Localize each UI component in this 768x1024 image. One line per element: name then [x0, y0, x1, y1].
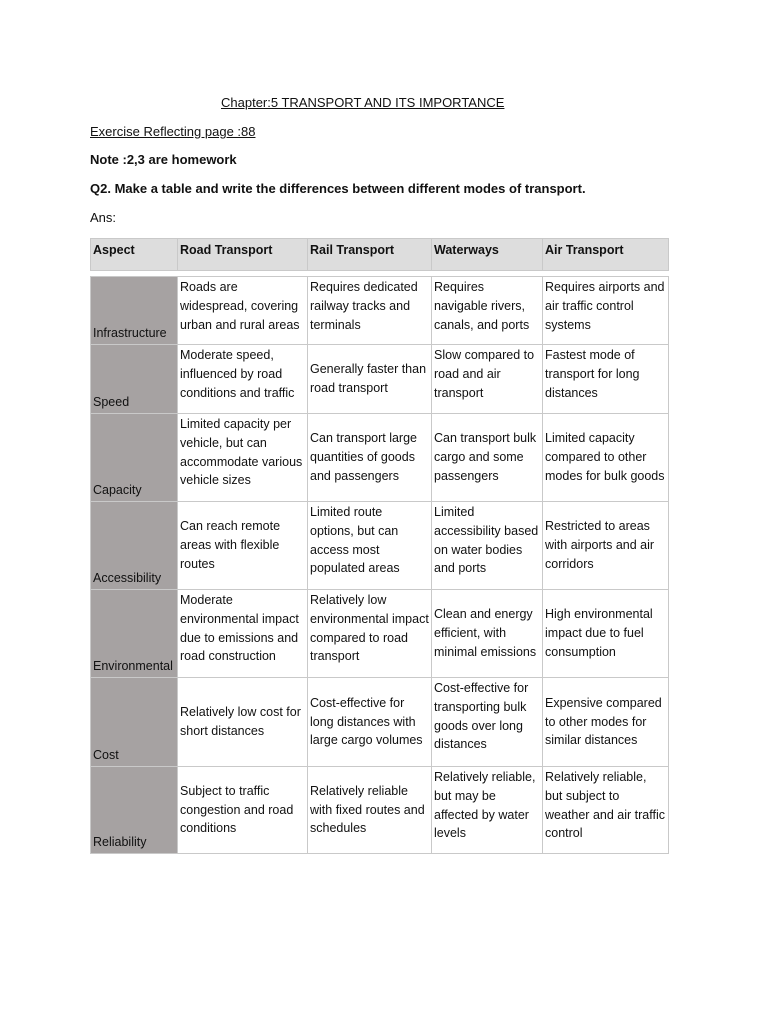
table-cell: Subject to traffic congestion and road conditions — [178, 767, 308, 854]
aspect-cell: Reliability — [91, 767, 178, 854]
table-cell: Requires airports and air traffic control systems — [543, 277, 669, 345]
aspect-cell: Speed — [91, 345, 178, 414]
table-cell: Restricted to areas with airports and air corridors — [543, 502, 669, 590]
table-cell: Limited capacity per vehicle, but can accommodate various vehicle sizes — [178, 414, 308, 502]
table-cell: Moderate speed, influenced by road conditions and traffic — [178, 345, 308, 414]
table-cell: Can transport bulk cargo and some passengers — [432, 414, 543, 502]
chapter-title: Chapter:5 TRANSPORT AND ITS IMPORTANCE — [221, 95, 505, 110]
header-road-transport: Road Transport — [178, 239, 308, 271]
table-cell: Clean and energy efficient, with minimal emissions — [432, 590, 543, 678]
table-cell: Relatively reliable with fixed routes and schedules — [308, 767, 432, 854]
table-cell: Relatively low cost for short distances — [178, 678, 308, 767]
table-row — [91, 678, 669, 767]
table-cell: Limited route options, but can access most populated areas — [308, 502, 432, 590]
homework-note: Note :2,3 are homework — [90, 152, 237, 167]
table-cell: Expensive compared to other modes for similar distances — [543, 678, 669, 767]
transport-comparison-table — [90, 238, 669, 854]
table-cell: Fastest mode of transport for long distances — [543, 345, 669, 414]
table-cell: Can transport large quantities of goods and passengers — [308, 414, 432, 502]
table-cell: Slow compared to road and air transport — [432, 345, 543, 414]
table-row — [91, 345, 669, 414]
question-text: Q2. Make a table and write the differences between different modes of transport. — [90, 181, 586, 196]
table-cell: Requires navigable rivers, canals, and ports — [432, 277, 543, 345]
table-row — [91, 414, 669, 502]
table-cell: Cost-effective for transporting bulk goods over long distances — [432, 678, 543, 767]
table-cell: Generally faster than road transport — [308, 345, 432, 414]
header-waterways: Waterways — [432, 239, 543, 271]
aspect-cell: Cost — [91, 678, 178, 767]
header-aspect: Aspect — [91, 239, 178, 271]
table-row — [91, 277, 669, 345]
table-cell: Relatively low environmental impact compared to road transport — [308, 590, 432, 678]
aspect-cell: Accessibility — [91, 502, 178, 590]
table-cell: High environmental impact due to fuel consumption — [543, 590, 669, 678]
table-cell: Requires dedicated railway tracks and terminals — [308, 277, 432, 345]
table-cell: Cost-effective for long distances with large cargo volumes — [308, 678, 432, 767]
header-air-transport: Air Transport — [543, 239, 669, 271]
aspect-cell: Infrastructure — [91, 277, 178, 345]
exercise-reference: Exercise Reflecting page :88 — [90, 124, 256, 139]
table-cell: Limited accessibility based on water bodies and ports — [432, 502, 543, 590]
table-row — [91, 590, 669, 678]
table-cell: Limited capacity compared to other modes for bulk goods — [543, 414, 669, 502]
table-cell: Relatively reliable, but may be affected by water levels — [432, 767, 543, 854]
table-row — [91, 502, 669, 590]
header-rail-transport: Rail Transport — [308, 239, 432, 271]
table-cell: Roads are widespread, covering urban and rural areas — [178, 277, 308, 345]
answer-label: Ans: — [90, 210, 117, 225]
table-cell: Relatively reliable, but subject to weather and air traffic control — [543, 767, 669, 854]
table-row — [91, 767, 669, 854]
aspect-cell: Capacity — [91, 414, 178, 502]
table-cell: Moderate environmental impact due to emissions and road construction — [178, 590, 308, 678]
table-header-row — [91, 239, 669, 271]
table-cell: Can reach remote areas with flexible routes — [178, 502, 308, 590]
aspect-cell: Environmental — [91, 590, 178, 678]
